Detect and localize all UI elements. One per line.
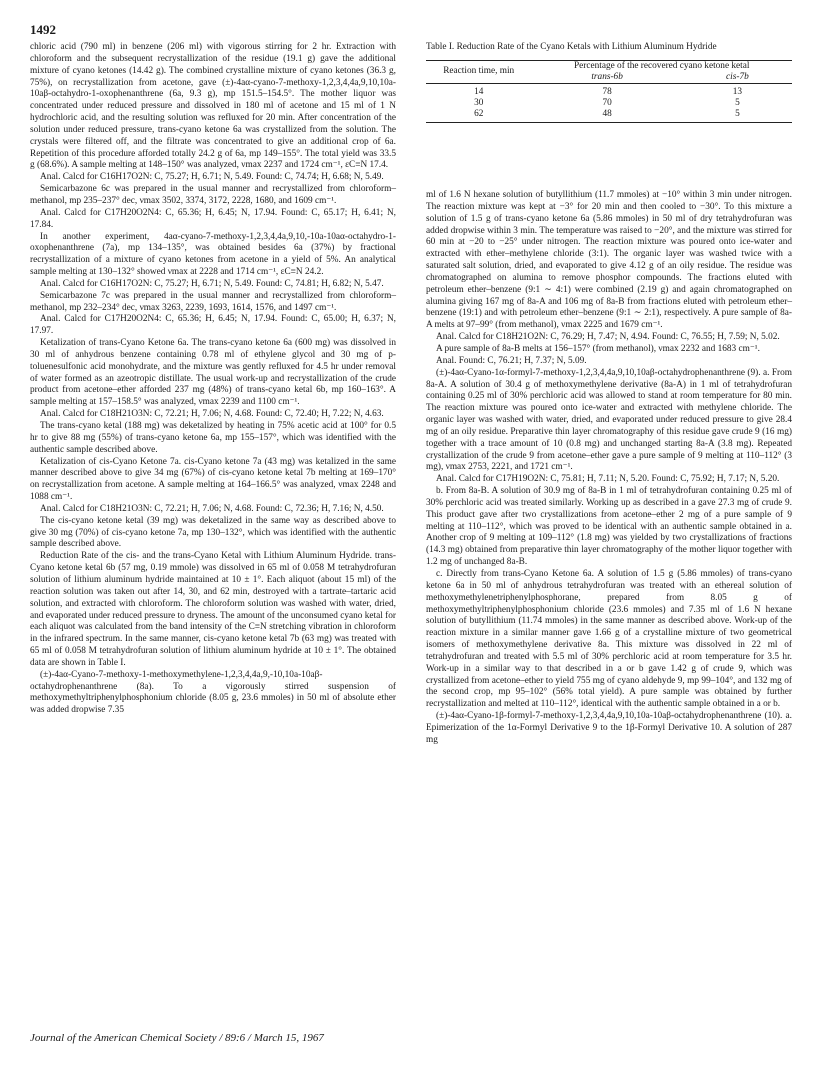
table-cell: 62 [426, 109, 531, 123]
paragraph: (±)-4aα-Cyano-1α-formyl-7-methoxy-1,2,3,4,4a,9,10,10aβ-octahydrophenanthrene (9). a. From 8a-A. A solution of 30.4 g of methoxymethylene derivative (8a-A) in 1 ml of tetrahydrofuran containing 0.25 ml of 30% perchloric acid was allowed to stand at room temperature for 80 min. The reaction mixture was poured onto ice-water and extracted with methylene chloride. The organic layer was washed with water, dried, and evaporated under reduced pressure to give 28.4 mg of an oily residue. Preparative thin layer chromatography of this residue gave crude 9 (16 mg) together with a trace amount of 10 (0.8 mg) and unchanged starting 8a-A (3.8 mg). Repeated crystallization of the crude 9 from acetone–ether gave a pure sample of 9 melting at 110–112° (3 mg), νmax 2753, 2221, and 1721 cm⁻¹. [426, 367, 792, 473]
left-column [30, 42, 396, 717]
table-cell: 70 [602, 97, 612, 108]
journal-footer: Journal of the American Chemical Society / 89:6 / March 15, 1967 [30, 1032, 324, 1044]
paragraph: Anal. Calcd for C17H20O2N4: C, 65.36; H, 6.45; N, 17.94. Found: C, 65.17; H, 6.41; N, 17.84. [30, 207, 396, 230]
paragraph: b. From 8a-B. A solution of 30.9 mg of 8a-B in 1 ml of tetrahydrofuran containing 0.25 ml of 30% perchloric acid was treated similarly. Working up as described in a gave 27.3 mg of crude 9. This product gave after two crystallizations from acetone–ether 2 mg of a pure sample of 9 melting at 110–112°, which was proved to be identical with an authentic sample obtained in a. Another crop of 9 melting at 109–112° (1.8 mg) was yielded by two crystallizations of fractions (14.3 mg) obtained from preparative thin layer chromatography of the mother liquor together with 1.2 mg of unchanged 8a-B. [426, 486, 792, 568]
right-column [426, 190, 792, 747]
page-number: 1492 [30, 22, 56, 37]
table-cell: 5 [683, 109, 792, 123]
table-row [426, 98, 792, 109]
paragraph: Anal. Calcd for C16H17O2N: C, 75.27; H, 6.71; N, 5.49. Found: C, 74.74; H, 6.68; N, 5.49. [40, 172, 384, 183]
table-cell: 5 [735, 97, 740, 108]
table-header-group: Percentage of the recovered cyano ketone ketal [573, 60, 750, 71]
paragraph: A pure sample of 8a-B melts at 156–157° (from methanol), νmax 2232 and 1683 cm⁻¹. [436, 343, 760, 354]
table-header-time: Reaction time, min [443, 66, 515, 76]
paragraph: Anal. Calcd for C17H20O2N4: C, 65.36; H, 6.45; N, 17.94. Found: C, 65.00; H, 6.37; N, 17.97. [30, 314, 396, 337]
paragraph: Ketalization of trans-Cyano Ketone 6a. The trans-cyano ketone 6a (600 mg) was dissolved in 30 ml of anhydrous benzene containing 0.78 ml of ethylene glycol and 30 mg of p-toluenesulfonic acid monohydrate, and the mixture was gently refluxed for 4.5 hr under removal of water formed as an azeotropic distillate. The usual work-up and recrystallization of the crude product from acetone–ether afforded 237 mg (48%) of trans-cyano ketal 6b, mp 160–163°. A sample melting at 157–158.5° was analyzed, νmax 2239 and 1100 cm⁻¹. [30, 338, 396, 408]
table-cell: 78 [531, 83, 682, 98]
table-row [426, 109, 792, 123]
paragraph: chloric acid (790 ml) in benzene (206 ml) with vigorous stirring for 2 hr. Extraction with chloroform and the subsequent recrystallization of the residue (19.1 g) gave the additional mixture of cyano ketones (14.42 g). The combined crystalline mixture of cyano ketones (36.3 g, 75%), on recrystallization from acetone, gave (±)-4aα-cyano-7-methoxy-1,2,3,4,4a,9,10,10a-10aβ-octahydro-1-oxophenanthrene (6a, 9.3 g), mp 151.5–154.5°. The mother liquor was concentrated under reduced pressure and dissolved in 180 ml of acetone and 15 ml of 1 N hydrochloric acid, and the resulting solution was refluxed for 20 min. After concentration of the solution under reduced pressure, trans-cyano ketone 6a was crystallized from the solution. The crystals were filtered off, and the filtrate was concentrated to give an additional crop of 6a. Repetition of this procedure afforded totally 24.2 g of 6a, mp 149–155°. The total yield was 33.5 g (68.6%). A sample melting at 148–150° was analyzed, νmax 2237 and 1724 cm⁻¹, εC≡N 17.4. [30, 42, 396, 171]
paragraph: Ketalization of cis-Cyano Ketone 7a. cis-Cyano ketone 7a (43 mg) was ketalized in the same manner described above to give 34 mg (67%) of cis-cyano ketone ketal 7b melting at 169–170° on recrystallization from acetone. A sample melting at 164–166.5° was analyzed, νmax 2248 and 1088 cm⁻¹. [30, 456, 396, 503]
paragraph: Anal. Calcd for C18H21O3N: C, 72.21; H, 7.06; N, 4.68. Found: C, 72.36; H, 7.16; N, 4.50. [40, 503, 384, 514]
paragraph: Anal. Calcd for C18H21O3N: C, 72.21; H, 7.06; N, 4.68. Found: C, 72.40; H, 7.22; N, 4.63. [40, 409, 384, 420]
paragraph: (±)-4aα-Cyano-1β-formyl-7-methoxy-1,2,3,4,4a,9,10,10a-10aβ-octahydrophenanthrene (10). a. Epimerization of the 1α-Formyl Derivative 9 to the 1β-Formyl Derivative 10. A solution of 287 mg [426, 711, 792, 745]
table-cell: 30 [474, 97, 484, 108]
paragraph: Anal. Calcd for C17H19O2N: C, 75.81; H, 7.11; N, 5.20. Found: C, 75.92; H, 7.17; N, 5.20. [436, 474, 780, 485]
paragraph: In another experiment, 4aα-cyano-7-methoxy-1,2,3,4,4a,9,10,-10a-10aα-octahydro-1-oxophenanthrene (7a), mp 134–135°, was obtained besides 6a (37%) by fractional recrystallization of a mixture of cyano ketones from acetone in a yield of 5%. An analytical sample melting at 130–132° showed νmax at 2228 and 1714 cm⁻¹, εC≡N 24.2. [30, 231, 396, 278]
table-1 [426, 42, 792, 123]
reduction-rate-table [426, 60, 792, 123]
table-row [426, 83, 792, 98]
paragraph: Anal. Calcd for C18H21O2N: C, 76.29; H, 7.47; N, 4.94. Found: C, 76.55; H, 7.59; N, 5.02. [436, 332, 780, 343]
table-subheader-cis: cis-7b [726, 71, 749, 82]
paragraph: The cis-cyano ketone ketal (39 mg) was deketalized in the same way as described above to give 30 mg (70%) of cis-cyano ketone 7a, mp 130–132°, which was identified with the authentic sample described above. [30, 515, 396, 550]
paragraph: (±)-4aα-Cyano-7-methoxy-1-methoxymethylene-1,2,3,4,4a,9,-10,10a-10aβ-octahydrophenanthrene (8a). To a vigorously stirred suspension of methoxymethyltriphenylphosphonium chloride (8.05 g, 23.6 mmoles) in 50 ml of absolute ether was added dropwise 7.35 [30, 669, 396, 716]
table-cell: 14 [426, 83, 531, 98]
paragraph: c. Directly from trans-Cyano Ketone 6a. A solution of 1.5 g (5.86 mmoles) of trans-cyano ketone 6a in 50 ml of anhydrous tetrahydrofuran was treated with an ethereal solution of methoxymethylenetriphenylphosphorane, prepared from 8.05 g of methoxymethyltriphenylphosphonium chloride (23.6 mmoles) and 7.35 ml of 1.6 N hexane solution of butyllithium (11.74 mmoles) in the same manner as described above. Work-up of the reaction mixture in a similar manner gave 1.66 g of a crystalline mixture of two geometrical isomers of methoxymethylene derivative 8a. This mixture was dissolved in 22 ml of tetrahydrofuran and treated with 5.5 ml of 30% perchloric acid at room temperature for 3.5 hr. Work-up in a similar way to that described in a or b gave 1.42 g of crude 9, which was crystallized from acetone–ether to yield 755 mg of cyano aldehyde 9, mp 99–104°, and 132 mg of the second crop, mp 95–102° (56% total yield). A pure sample was obtained by further recrystallization and melted at 110–112°, identical with the authentic sample obtained in a or b. [426, 569, 792, 710]
paragraph: Semicarbazone 7c was prepared in the usual manner and recrystallized from chloroform–methanol, mp 232–234° dec, νmax 3263, 2239, 1693, 1614, 1576, and 1497 cm⁻¹. [30, 290, 396, 313]
table-subheader-trans: trans-6b [591, 71, 623, 82]
paragraph: ml of 1.6 N hexane solution of butyllithium (11.7 mmoles) at −10° within 3 min under nitrogen. The reaction mixture was kept at −3° for 20 min and then cooled to −30°. To this mixture a solution of 1.5 g of trans-cyano ketone 6a (5.86 mmoles) in 50 ml of dry tetrahydrofuran was added dropwise within 3 min. The temperature was raised to −20°, and the mixture was stirred for 60 min at −20 to −25° under nitrogen. The reaction mixture was poured onto ice-water and extracted with ether–methylene chloride (3:1). The organic layer was washed twice with a saturated salt solution, dried, and evaporated to give 4.12 g of an oily residue. The residue was chromatographed on alumina to remove phosphor compounds. The fractions eluted with petroleum ether–benzene (9:1 ∼ 4:1) were combined (2.19 g) and again chromatographed on alumina giving 167 mg of 8a-A and 106 mg of 8a-B from fractions eluted with petroleum ether–benzene (19:1) and with petroleum ether–benzene (9:1 ∼ 2:1), respectively. A pure sample of 8a-A melts at 97–99° (from methanol), νmax 2225 and 1679 cm⁻¹. [426, 190, 792, 331]
paragraph: Reduction Rate of the cis- and the trans-Cyano Ketal with Lithium Aluminum Hydride. trans-Cyano ketone ketal 6b (57 mg, 0.19 mmole) was dissolved in 65 ml of 0.058 M tetrahydrofuran solution of lithium aluminum hydride maintained at 10 ± 1°. Each aliquot (about 15 ml) of the reaction solution was taken out after 14, 30, and 62 min, destroyed with a tartrate–tartaric acid solution, and extracted with chloroform. The chloroform solution was washed with water, dried, and evaporated under reduced pressure to dryness. The amount of the unconsumed cyano ketal for each aliquot was calculated from the band intensity of the C≡N stretching vibration in chloroform in the infrared spectrum. In the same manner, cis-cyano ketone ketal 7b (63 mg) was treated with 65 ml of 0.058 M tetrahydrofuran solution of lithium aluminum hydride at 10 ± 1°. The obtained data are shown in Table I. [30, 551, 396, 668]
table-cell: 48 [531, 109, 682, 123]
paragraph: Semicarbazone 6c was prepared in the usual manner and recrystallized from chloroform–methanol, mp 235–237° dec, νmax 3502, 3374, 3172, 2228, 1680, and 1609 cm⁻¹. [30, 184, 396, 206]
paragraph: Anal. Calcd for C16H17O2N: C, 75.27; H, 6.71; N, 5.49. Found: C, 74.81; H, 6.82; N, 5.47. [40, 278, 384, 289]
table-title: Table I. Reduction Rate of the Cyano Ketals with Lithium Aluminum Hydride [426, 42, 717, 52]
table-cell: 13 [683, 83, 792, 98]
paragraph: Anal. Found: C, 76.21; H, 7.37; N, 5.09. [436, 355, 587, 366]
paragraph: The trans-cyano ketal (188 mg) was deketalized by heating in 75% acetic acid at 100° for 0.5 hr to give 88 mg (55%) of trans-cyano ketone 6a, mp 155–157°, which was identified with the authentic sample described above. [30, 421, 396, 455]
